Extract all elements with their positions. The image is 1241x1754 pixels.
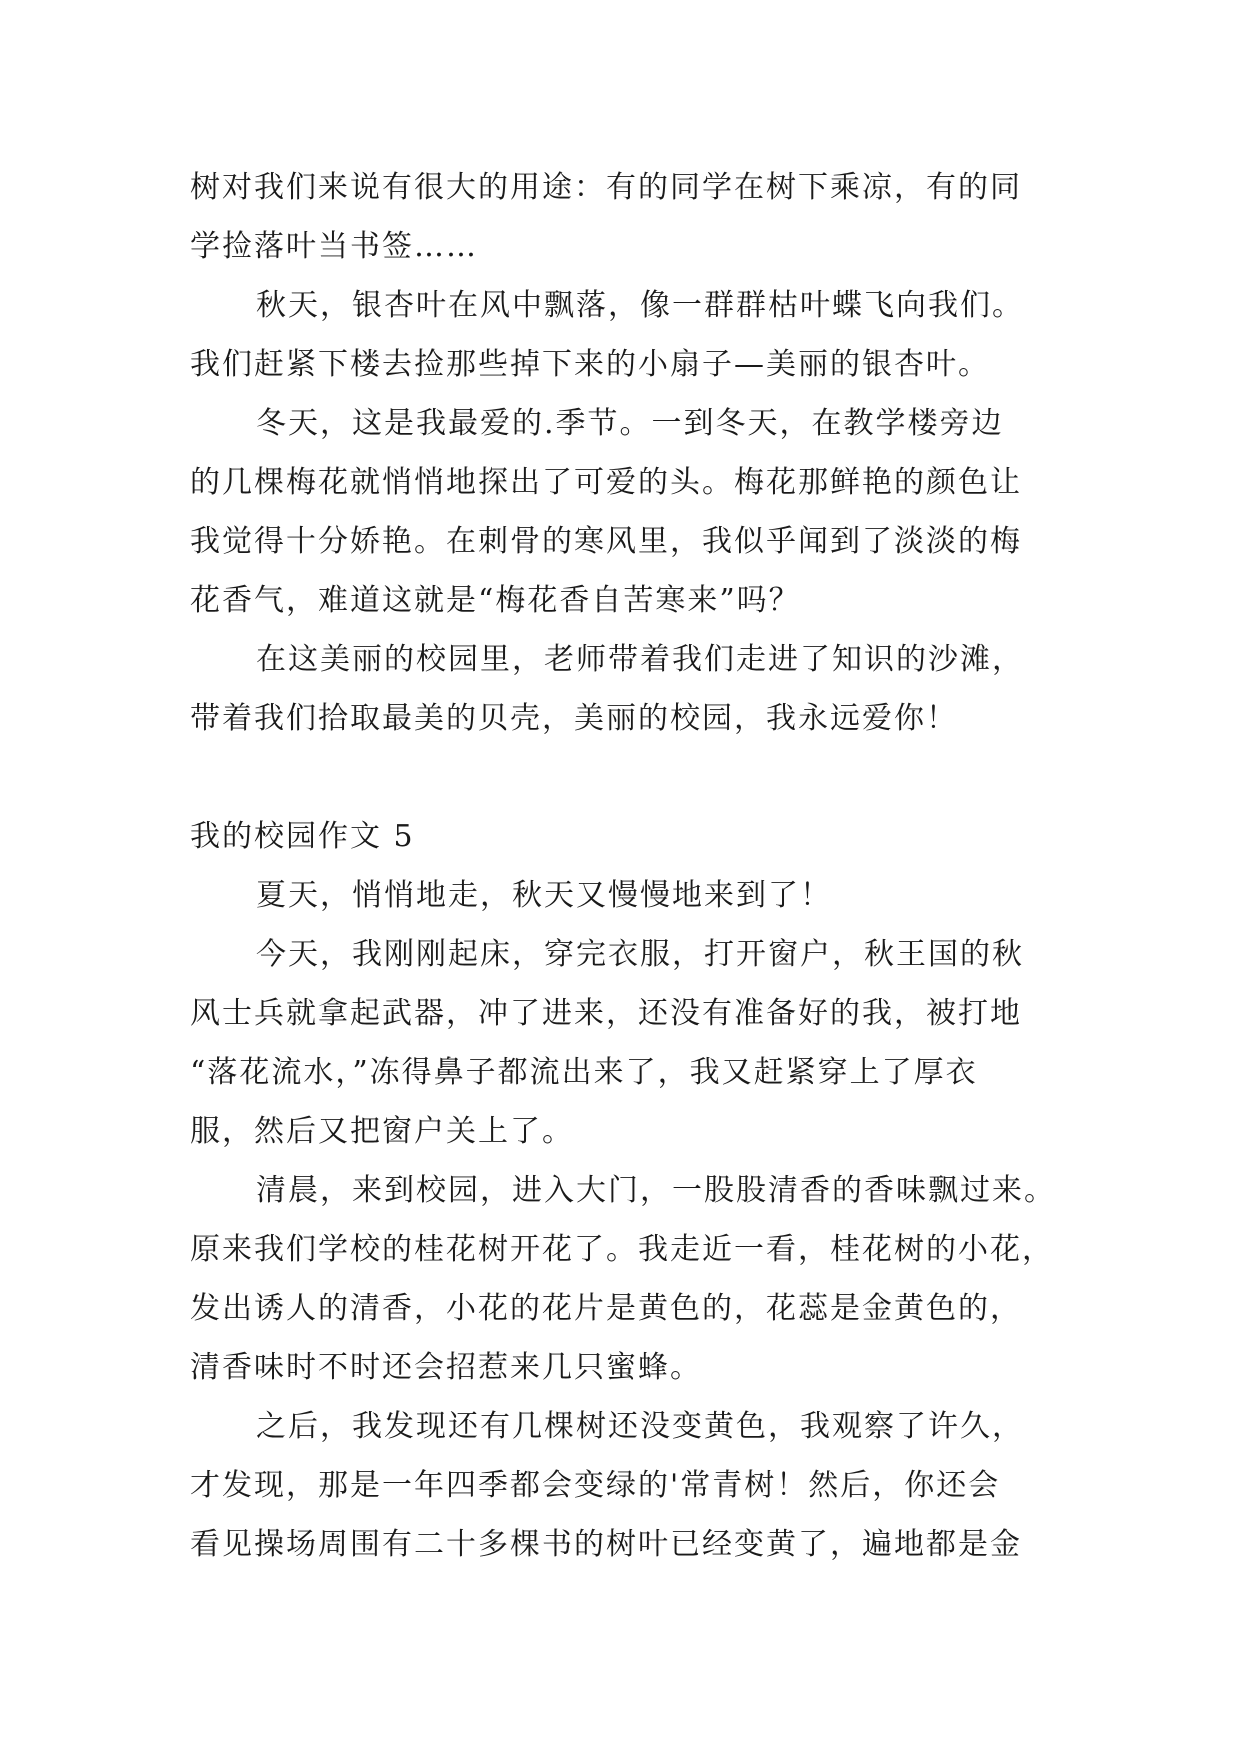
paragraph (190, 1397, 1070, 1574)
section-a (190, 158, 1070, 748)
text-line: 夏天，悄悄地走，秋天又慢慢地来到了！ (256, 878, 832, 913)
text-line: 我觉得十分娇艳。在刺骨的寒风里，我似乎闻到了淡淡的梅 (190, 524, 1022, 559)
text-line: 看见操场周围有二十多棵书的树叶已经变黄了，遍地都是金 (190, 1527, 1022, 1562)
text-line: 原来我们学校的桂花树开花了。我走近一看，桂花树的小花， (190, 1232, 1054, 1267)
paragraph (190, 630, 1070, 748)
section-b (190, 807, 1070, 1574)
paragraph (190, 866, 1070, 925)
paragraph (190, 158, 1070, 276)
section-spacer (190, 748, 1070, 807)
text-line: 花香气，难道这就是“梅花香自苦寒来”吗？ (190, 583, 801, 618)
text-line: 冬天，这是我最爱的.季节。一到冬天，在教学楼旁边 (256, 406, 1004, 441)
text-line: 的几棵梅花就悄悄地探出了可爱的头。梅花那鲜艳的颜色让 (190, 465, 1022, 500)
text-line: 在这美丽的校园里，老师带着我们走进了知识的沙滩， (256, 642, 1024, 677)
text-line: 带着我们拾取最美的贝壳，美丽的校园，我永远爱你！ (190, 701, 958, 736)
paragraph (190, 1161, 1070, 1397)
paragraph (190, 925, 1070, 1161)
text-line: 秋天，银杏叶在风中飘落，像一群群枯叶蝶飞向我们。 (256, 288, 1024, 323)
text-line: 树对我们来说有很大的用途：有的同学在树下乘凉，有的同 (190, 170, 1022, 205)
text-line: 服，然后又把窗户关上了。 (190, 1114, 574, 1149)
text-line: 之后，我发现还有几棵树还没变黄色，我观察了许久， (256, 1409, 1024, 1444)
text-line: 风士兵就拿起武器，冲了进来，还没有准备好的我，被打地 (190, 996, 1022, 1031)
text-line: 清晨，来到校园，进入大门，一股股清香的香味飘过来。 (256, 1173, 1056, 1208)
text-line: 今天，我刚刚起床，穿完衣服，打开窗户，秋王国的秋 (256, 937, 1024, 972)
text-line: “落花流水，”冻得鼻子都流出来了，我又赶紧穿上了厚衣 (190, 1055, 978, 1090)
text-line: 学捡落叶当书签…… (190, 229, 478, 264)
text-line: 清香味时不时还会招惹来几只蜜蜂。 (190, 1350, 702, 1385)
paragraph (190, 276, 1070, 394)
text-line: 发出诱人的清香，小花的花片是黄色的，花蕊是金黄色的， (190, 1291, 1022, 1326)
section-title: 我的校园作文 5 (190, 819, 415, 854)
paragraph (190, 394, 1070, 630)
text-line: 才发现，那是一年四季都会变绿的'常青树！然后，你还会 (190, 1468, 1001, 1503)
document-page (190, 158, 1070, 1574)
text-line: 我们赶紧下楼去捡那些掉下来的小扇子—美丽的银杏叶。 (190, 347, 990, 382)
